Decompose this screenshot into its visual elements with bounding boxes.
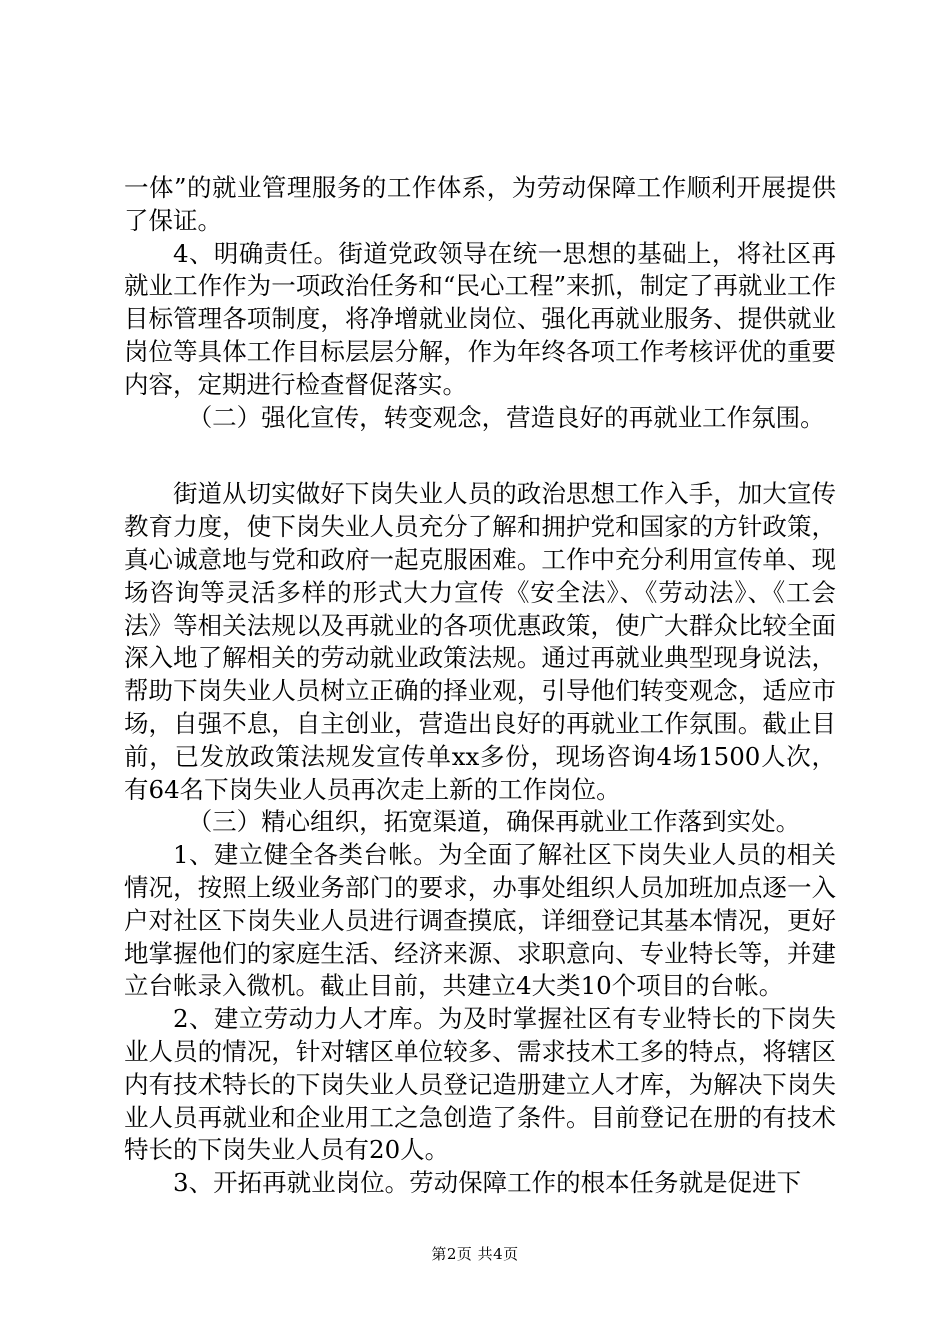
paragraph-ledgers: 1、建立健全各类台帐。为全面了解社区下岗失业人员的相关情况，按照上级业务部门的要求，办事处组织人员加班加点逐一入户对社区下岗失业人员进行调查摸底，详细登记其基本情况，更好地掌握他们的家庭生活、经济来源、求职意向、专业特长等，并建立台帐录入微机。截止目前，共建立4大类10个项目的台帐。 xyxy=(124,840,836,1001)
page-number-label: 第2页 共4页 xyxy=(431,1245,519,1263)
section-heading-2: （二）强化宣传，转变观念，营造良好的再就业工作氛围。 xyxy=(187,402,825,432)
paragraph-publicity: 街道从切实做好下岗失业人员的政治思想工作入手，加大宣传教育力度，使下岗失业人员充分了解和拥护党和国家的方针政策，真心诚意地与党和政府一起克服困难。工作中充分利用宣传单、现场咨询等灵活多样的形式大力宣传《安全法》、《劳动法》、《工会法》等相关法规以及再就业的各项优惠政策，使广大群众比较全面深入地了解相关的劳动就业政策法规。通过再就业典型现身说法，帮助下岗失业人员树立正确的择业观，引导他们转变观念，适应市场，自强不息，自主创业，营造出良好的再就业工作氛围。截止目前，已发放政策法规发宣传单xx多份，现场咨询4场1500人次，有64名下岗失业人员再次走上新的工作岗位。 xyxy=(124,479,836,804)
paragraph-talent-pool: 2、建立劳动力人才库。为及时掌握社区有专业特长的下岗失业人员的情况，针对辖区单位较多、需求技术工多的特点，将辖区内有技术特长的下岗失业人员登记造册建立人才库，为解决下岗失业人员再就业和企业用工之急创造了条件。目前登记在册的有技术特长的下岗失业人员有20人。 xyxy=(124,1004,836,1165)
paragraph-continuation: 一体”的就业管理服务的工作体系，为劳动保障工作顺利开展提供了保证。 xyxy=(124,173,836,235)
document-body xyxy=(124,172,836,1200)
paragraph-clarify-responsibility: 4、明确责任。街道党政领导在统一思想的基础上，将社区再就业工作作为一项政治任务和“民心工程”来抓，制定了再就业工作目标管理各项制度，将净增就业岗位、强化再就业服务、提供就业岗位等具体工作目标层层分解，作为年终各项工作考核评优的重要内容，定期进行检查督促落实。 xyxy=(124,238,836,399)
section-heading-3: （三）精心组织，拓宽渠道，确保再就业工作落到实处。 xyxy=(187,807,801,837)
page-footer xyxy=(0,1243,950,1264)
paragraph-job-positions: 3、开拓再就业岗位。劳动保障工作的根本任务就是促进下 xyxy=(173,1168,802,1198)
